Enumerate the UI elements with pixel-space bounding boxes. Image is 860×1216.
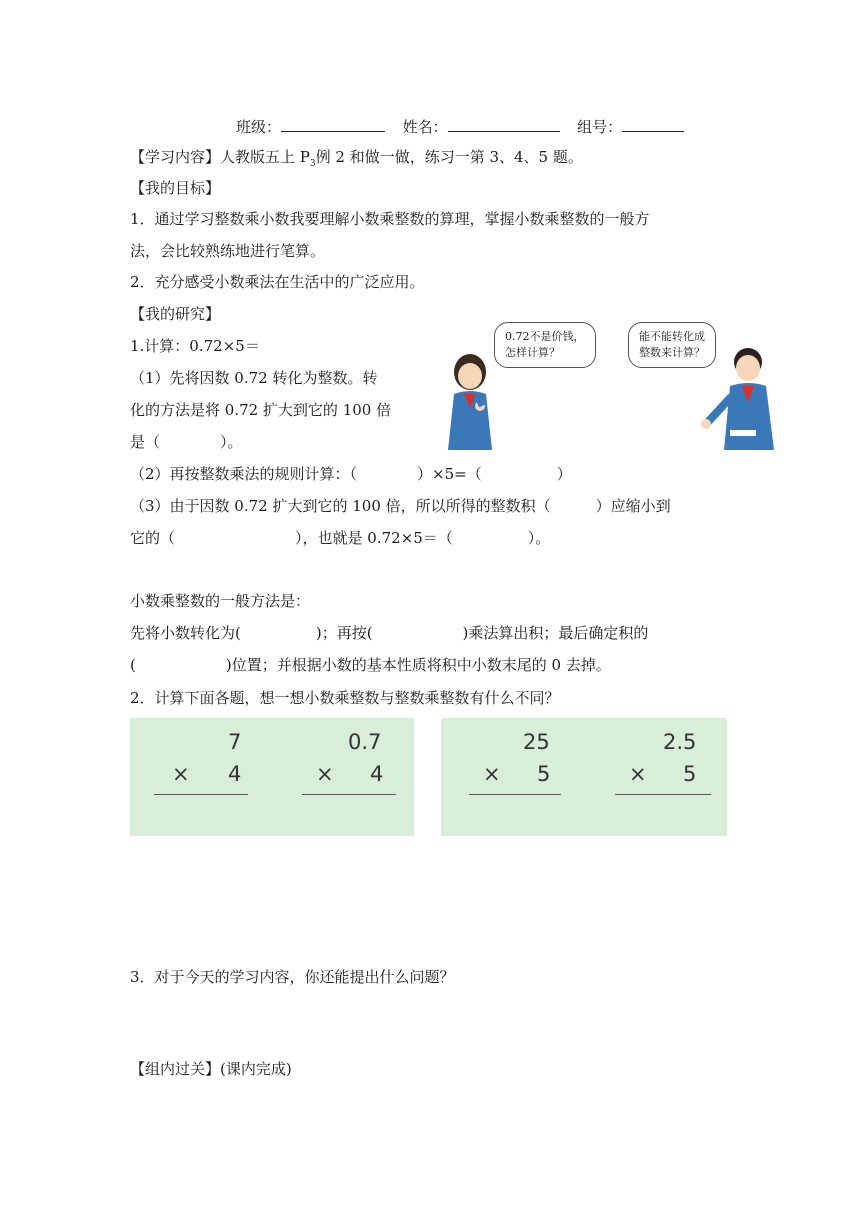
- q3: 3．对于今天的学习内容，你还能提出什么问题？: [130, 968, 455, 986]
- multiply-sign: ×: [629, 762, 647, 786]
- exercise-box-left: [130, 718, 414, 836]
- exercise-bottom-number: 5: [537, 762, 551, 786]
- class-blank[interactable]: [281, 115, 385, 132]
- q1-step1-line2: 化的方法是将 0.72 扩大到它的 100 倍: [130, 401, 392, 419]
- group-blank[interactable]: [622, 115, 684, 132]
- goals-heading: 【我的目标】: [130, 179, 221, 197]
- group-label: 组号：: [577, 118, 623, 136]
- group-check-heading: 【组内过关】(课内完成): [130, 1060, 292, 1078]
- exercise-bottom-number: 4: [228, 762, 242, 786]
- girl-speech-bubble: 0.72不是价钱， 怎样计算？: [494, 322, 596, 368]
- goal-2: 2．充分感受小数乘法在生活中的广泛应用。: [130, 273, 425, 291]
- exercise-top-number: 0.7: [348, 730, 382, 754]
- girl-illustration: [436, 350, 506, 450]
- q1-step3-line1: （3）由于因数 0.72 扩大到它的 100 倍，所以所得的整数积（ ）应缩小到: [130, 497, 671, 515]
- study-content: 【学习内容】人教版五上 $P_3$例 2 和做一做，练习一第 3、4、5 题。: [130, 148, 583, 169]
- boy-illustration: [700, 340, 790, 450]
- name-label: 姓名：: [402, 118, 448, 136]
- answer-line: [302, 794, 396, 795]
- q1-title: 1.计算：0.72×5＝: [130, 337, 260, 355]
- q1-step2: （2）再按整数乘法的规则计算：（ ）×5=（ ）: [130, 465, 572, 483]
- answer-line: [469, 794, 561, 795]
- multiply-sign: ×: [172, 762, 190, 786]
- multiply-sign: ×: [316, 762, 334, 786]
- header-row: [236, 115, 684, 137]
- name-blank[interactable]: [448, 115, 560, 132]
- q1-step1-line3: 是（ ）。: [130, 433, 243, 451]
- research-heading: 【我的研究】: [130, 305, 221, 323]
- multiply-sign: ×: [483, 762, 501, 786]
- q2: 2．计算下面各题，想一想小数乘整数与整数乘整数有什么不同？: [130, 689, 560, 707]
- q1-step1-line1: （1）先将因数 0.72 转化为整数。转: [130, 369, 378, 387]
- q1-step3-line2: 它的（ ），也就是 0.72×5＝（ ）。: [130, 529, 551, 547]
- exercise-top-number: 2.5: [663, 730, 697, 754]
- boy-speech-bubble: 能不能转化成 整数来计算？: [628, 322, 716, 368]
- exercise-box-right: [441, 718, 727, 836]
- exercise-top-number: 7: [228, 730, 242, 754]
- exercise-bottom-number: 4: [370, 762, 384, 786]
- goal-1-line-1: 1．通过学习整数乘小数我要理解小数乘整数的算理，掌握小数乘整数的一般方: [130, 210, 650, 228]
- goal-1-line-2: 法，会比较熟练地进行笔算。: [130, 242, 326, 260]
- answer-line: [615, 794, 711, 795]
- exercise-bottom-number: 5: [683, 762, 697, 786]
- method-title: 小数乘整数的一般方法是：: [130, 592, 311, 610]
- method-line-2: ( )位置；并根据小数的基本性质将积中小数末尾的 0 去掉。: [130, 656, 611, 674]
- exercise-top-number: 25: [523, 730, 550, 754]
- class-label: 班级：: [236, 118, 282, 136]
- answer-line: [154, 794, 248, 795]
- method-line-1: 先将小数转化为( )；再按( )乘法算出积；最后确定积的: [130, 624, 649, 642]
